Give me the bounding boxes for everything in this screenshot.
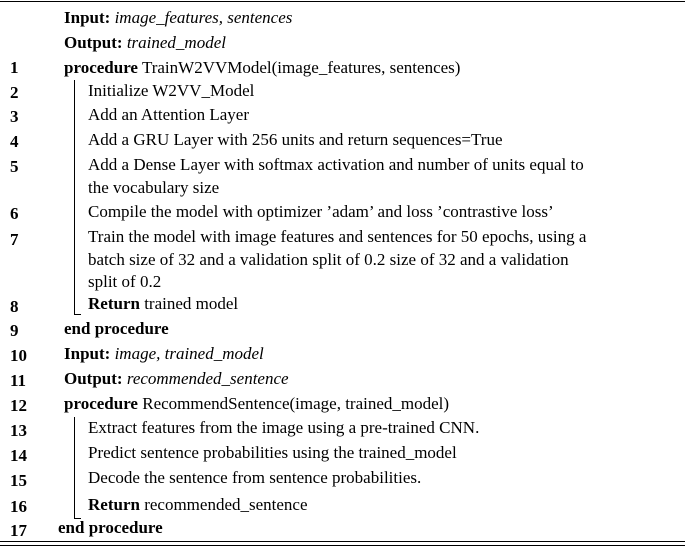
statement-line: Compile the model with optimizer ’adam’ and loss ’contrastive loss’ [88,202,554,221]
header-input [64,8,292,28]
return-keyword: Return [88,495,140,514]
line-number: 15 [10,471,27,490]
procedure-line-2 [64,394,449,414]
return-line-2 [88,495,308,515]
line-number: 13 [10,421,27,440]
return-value: recommended_sentence [144,495,308,514]
line-number: 7 [10,230,19,249]
statement-line: Add a GRU Layer with 256 units and return sequences=True [88,130,503,149]
top-rule [0,1,685,2]
return-value: trained model [144,294,239,313]
output-value: recommended_sentence [126,369,289,388]
input-label: Input: [64,344,111,363]
output-line-2 [64,369,289,389]
end-procedure-2: end procedure [58,518,163,537]
statement-line: Initialize W2VV_Model [88,81,255,100]
line-number: 6 [10,204,19,223]
statement-line: Decode the sentence from sentence probabilities. [88,468,422,487]
end-procedure-1: end procedure [64,319,169,338]
line-number: 11 [10,371,27,390]
line-number: 16 [10,497,27,516]
input-value: image, trained_model [114,344,264,363]
statement-line: Extract features from the image using a pre-trained CNN. [88,418,480,437]
line-number: 9 [10,321,19,340]
header-output [64,33,226,53]
line-number: 8 [10,297,19,316]
block-bar-1 [74,80,75,314]
procedure-keyword: procedure [64,394,138,413]
statement-line: Train the model with image features and sentences for 50 epochs, using a [88,227,587,246]
block-bar-2 [74,417,75,518]
line-number: 10 [10,346,27,365]
bottom-rule [0,541,685,542]
statement-line-cont: split of 0.2 [88,272,162,291]
line-number: 17 [10,521,27,540]
output-label: Output: [64,369,123,388]
procedure-signature: RecommendSentence(image, trained_model) [142,394,450,413]
line-number: 3 [10,107,19,126]
block-bar-1-hook [74,314,81,315]
line-number: 1 [10,58,19,77]
line-number: 5 [10,157,19,176]
bottom-rule-double [0,545,685,546]
statement-line-cont: the vocabulary size [88,178,220,197]
output-value: trained_model [126,33,226,52]
line-number: 2 [10,83,19,102]
input-line-2 [64,344,264,364]
input-label: Input: [64,8,111,27]
line-number: 14 [10,446,27,465]
statement-line: Add a Dense Layer with softmax activation and number of units equal to [88,155,584,174]
input-value: image_features, sentences [114,8,293,27]
procedure-keyword: procedure [64,58,138,77]
statement-line: Add an Attention Layer [88,105,249,124]
procedure-line-1 [64,58,460,78]
output-label: Output: [64,33,123,52]
procedure-signature: TrainW2VVModel(image_features, sentences) [141,58,461,77]
line-number: 4 [10,132,19,151]
line-number: 12 [10,396,27,415]
return-line-1 [88,294,238,314]
statement-line: Predict sentence probabilities using the trained_model [88,443,457,462]
return-keyword: Return [88,294,140,313]
statement-line-cont: batch size of 32 and a validation split of 0.2 size of 32 and a validation [88,250,569,269]
